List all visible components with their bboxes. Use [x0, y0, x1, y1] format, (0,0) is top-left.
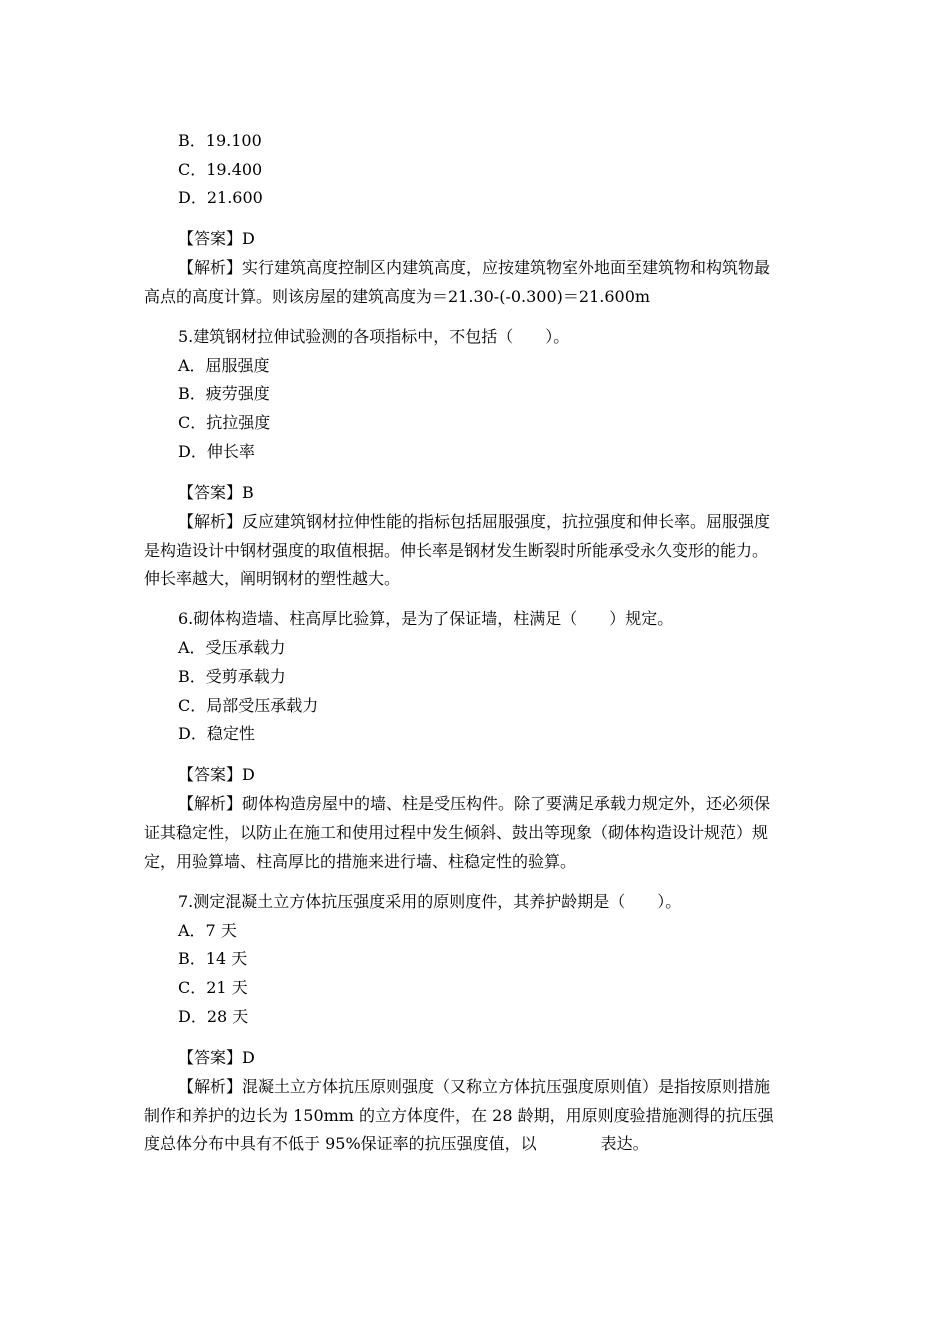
q6-analysis-line-3: 定，用验算墙、柱高厚比的措施来进行墙、柱稳定性的验算。 — [144, 852, 577, 871]
q4-answer: 【答案】D — [178, 229, 255, 248]
q6-answer: 【答案】D — [178, 765, 255, 784]
q7-analysis-line-1 — [178, 1075, 770, 1099]
analysis-text: 实行建筑高度控制区内建筑高度，应按建筑物室外地面至建筑物和构筑物最 — [242, 258, 771, 277]
q4-option-d: D．21.600 — [178, 188, 263, 207]
q5-answer: 【答案】B — [178, 483, 254, 502]
analysis-label: 【解析】 — [178, 258, 243, 277]
q5-option-a: A．屈服强度 — [178, 356, 270, 375]
q7-option-b: B．14 天 — [178, 949, 248, 968]
q7-analysis-line-2: 制作和养护的边长为 150mm 的立方体度件，在 28 龄期，用原则度验措施测得的抗压强 — [144, 1106, 774, 1125]
q6-analysis-line-1 — [178, 792, 770, 816]
analysis-text-end: 表达。 — [600, 1134, 649, 1153]
q5-option-b: B．疲劳强度 — [178, 384, 270, 403]
q4-option-b: B．19.100 — [178, 131, 262, 150]
q7-analysis-line-3 — [144, 1132, 649, 1156]
q7-answer: 【答案】D — [178, 1048, 255, 1067]
q7-option-c: C．21 天 — [178, 978, 248, 997]
q6-option-d: D．稳定性 — [178, 724, 255, 743]
analysis-label: 【解析】 — [178, 1077, 243, 1096]
q5-analysis-line-1 — [178, 510, 770, 534]
q6-analysis-line-2: 证其稳定性，以防止在施工和使用过程中发生倾斜、鼓出等现象（砌体构造设计规范）规 — [144, 823, 769, 842]
q5-question: 5.建筑钢材拉伸试验测的各项指标中，不包括（ ）。 — [178, 327, 570, 346]
analysis-label: 【解析】 — [178, 794, 243, 813]
q5-option-d: D．伸长率 — [178, 442, 255, 461]
q5-analysis-line-3: 伸长率越大，阐明钢材的塑性越大。 — [144, 569, 401, 588]
q7-question: 7.测定混凝土立方体抗压强度采用的原则度件，其养护龄期是（ ）。 — [178, 892, 682, 911]
q7-option-d: D．28 天 — [178, 1007, 249, 1026]
q6-question: 6.砌体构造墙、柱高厚比验算，是为了保证墙，柱满足（ ）规定。 — [178, 609, 674, 628]
q6-option-c: C．局部受压承载力 — [178, 696, 319, 715]
q4-option-c: C．19.400 — [178, 160, 263, 179]
q5-analysis-line-2: 是构造设计中钢材强度的取值根据。伸长率是钢材发生断裂时所能承受永久变形的能力。 — [144, 541, 769, 560]
analysis-text: 反应建筑钢材拉伸性能的指标包括屈服强度，抗拉强度和伸长率。屈服强度 — [242, 512, 771, 531]
q6-option-b: B．受剪承载力 — [178, 667, 286, 686]
q4-analysis-line-1 — [178, 256, 770, 280]
q6-option-a: A．受压承载力 — [178, 638, 286, 657]
q7-option-a: A．7 天 — [178, 921, 237, 940]
q5-option-c: C．抗拉强度 — [178, 413, 271, 432]
analysis-text: 砌体构造房屋中的墙、柱是受压构件。除了要满足承载力规定外，还必须保 — [242, 794, 771, 813]
analysis-text: 度总体分布中具有不低于 95%保证率的抗压强度值，以 — [144, 1134, 537, 1153]
analysis-label: 【解析】 — [178, 512, 243, 531]
analysis-text: 混凝土立方体抗压原则强度（又称立方体抗压强度原则值）是指按原则措施 — [242, 1077, 771, 1096]
q4-analysis-line-2: 高点的高度计算。则该房屋的建筑高度为＝21.30-(-0.300)＝21.600m — [144, 287, 651, 306]
